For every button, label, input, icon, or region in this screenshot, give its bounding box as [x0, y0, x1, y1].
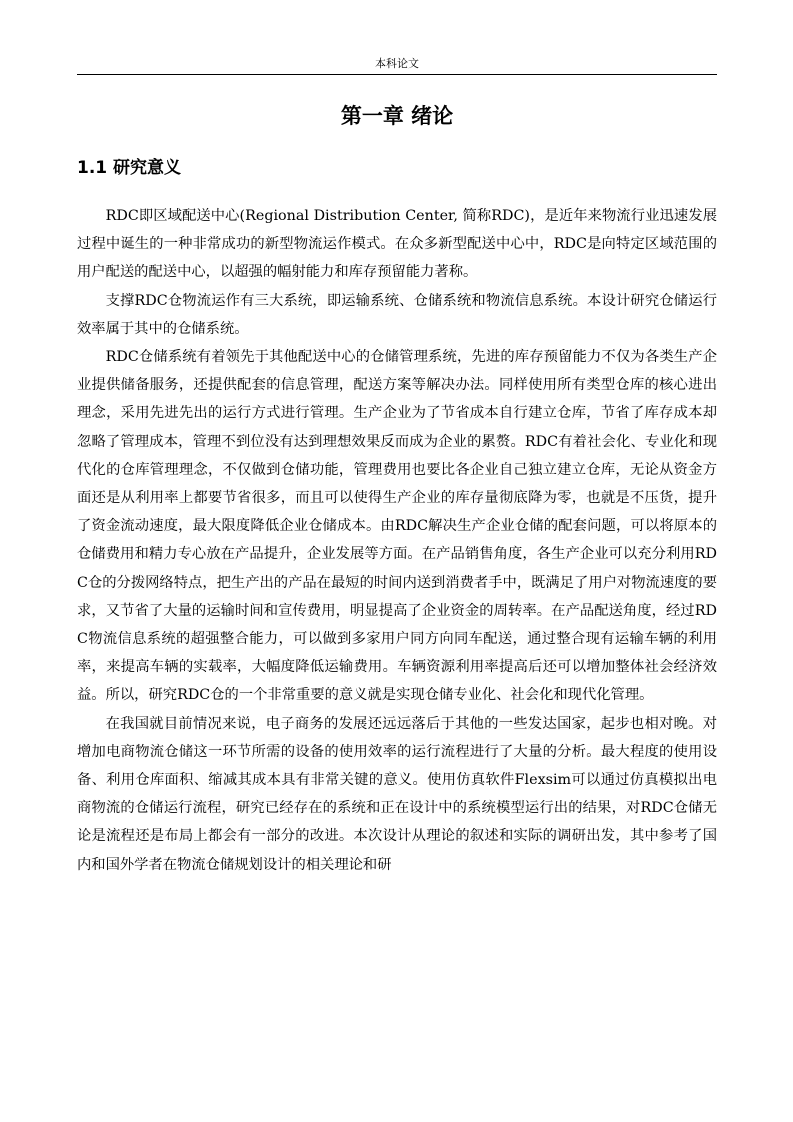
paragraph: 在我国就目前情况来说，电子商务的发展还远远落后于其他的一些发达国家，起步也相对晚。对增加电商物流仓储这一环节所需的设备的使用效率的运行流程进行了大量的分析。最大程度的使用设备、利用仓库面积、缩减其成本具有非常关键的意义。使用仿真软件Flexsim可以通过仿真模拟出电商物流的仓储运行流程，研究已经存在的系统和正在设计中的系统模型运行出的结果，对RDC仓储无论是流程还是布局上都会有一部分的改进。本次设计从理论的叙述和实际的调研出发，其中参考了国内和国外学者在物流仓储规划设计的相关理论和研	[77, 715, 717, 873]
chapter-title: 第一章 绪论	[340, 104, 454, 128]
body-text	[77, 202, 717, 879]
section-heading: 1.1 研究意义	[77, 158, 182, 178]
running-header: 本科论文	[375, 57, 419, 70]
paragraph: RDC即区域配送中心(Regional Distribution Center, 简称RDC)，是近年来物流行业迅速发展过程中诞生的一种非常成功的新型物流运作模式。在众多新型配送中心中，RDC是向特定区域范围的用户配送的配送中心，以超强的幅射能力和库存预留能力著称。	[77, 208, 717, 281]
header-rule	[77, 74, 717, 75]
paragraph: RDC仓储系统有着领先于其他配送中心的仓储管理系统，先进的库存预留能力不仅为各类生产企业提供储备服务，还提供配套的信息管理，配送方案等解决办法。同样使用所有类型仓库的核心进出理念，采用先进先出的运行方式进行管理。生产企业为了节省成本自行建立仓库，节省了库存成本却忽略了管理成本，管理不到位没有达到理想效果反而成为企业的累赘。RDC有着社会化、专业化和现代化的仓库管理理念，不仅做到仓储功能，管理费用也要比各企业自己独立建立仓库，无论从资金方面还是从利用率上都要节省很多，而且可以使得生产企业的库存量彻底降为零，也就是不压货，提升了资金流动速度，最大限度降低企业仓储成本。由RDC解决生产企业仓储的配套问题，可以将原本的仓储费用和精力专心放在产品提升，企业发展等方面。在产品销售角度，各生产企业可以充分利用RDC仓的分拨网络特点，把生产出的产品在最短的时间内送到消费者手中，既满足了用户对物流速度的要求，又节省了大量的运输时间和宣传费用，明显提高了企业资金的周转率。在产品配送角度，经过RDC物流信息系统的超强整合能力，可以做到多家用户同方向同车配送，通过整合现有运输车辆的利用率，来提高车辆的实载率，大幅度降低运输费用。车辆资源利用率提高后还可以增加整体社会经济效益。所以，研究RDC仓的一个非常重要的意义就是实现仓储专业化、社会化和现代化管理。	[77, 349, 717, 704]
paragraph: 支撑RDC仓物流运作有三大系统，即运输系统、仓储系统和物流信息系统。本设计研究仓储运行效率属于其中的仓储系统。	[77, 292, 717, 337]
